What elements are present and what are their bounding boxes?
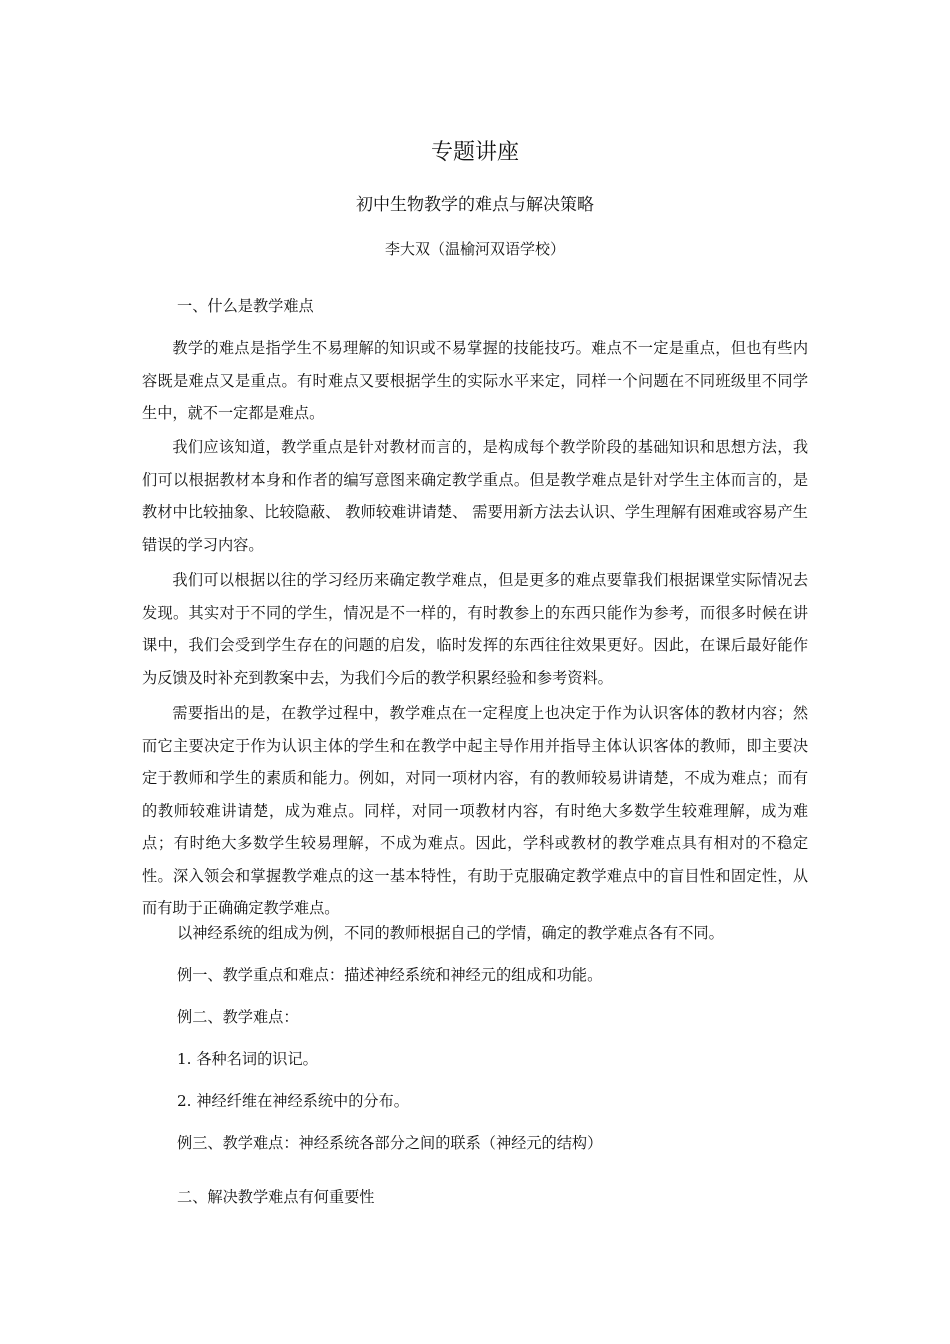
paragraph-4: 需要指出的是，在教学过程中，教学难点在一定程度上也决定于作为认识客体的教材内容；然而它主要决定于作为认识主体的学生和在教学中起主导作用并指导主体认识客体的教师，即主要决定于教师和学生的素质和能力。例如，对同一项材内容，有的教师较易讲请楚，不成为难点；而有的教师较难讲请楚，成为难点。同样，对同一项教材内容，有时绝大多数学生较难理解，成为难点；有时绝大多数学生较易理解，不成为难点。因此，学科或教材的教学难点具有相对的不稳定性。深入领会和掌握教学难点的这一基本特性，有助于克服确定教学难点中的盲目性和固定性，从而有助于正确确定教学难点。: [142, 704, 808, 917]
document-title: 专题讲座: [430, 140, 519, 165]
list-item-1: 1. 各种名词的识记。: [177, 1050, 318, 1068]
example-intro-line: 以神经系统的组成为例，不同的教师根据自己的学情，确定的教学难点各有不同。: [177, 924, 724, 942]
example-2-line: 例二、教学难点：: [177, 1008, 299, 1026]
section-heading-2: 二、解决教学难点有何重要性: [177, 1188, 375, 1206]
example-3-line: 例三、教学难点：神经系统各部分之间的联系（神经元的结构）: [177, 1134, 603, 1152]
paragraph-2: 我们应该知道，教学重点是针对教材而言的，是构成每个教学阶段的基础知识和思想方法，我们可以根据教材本身和作者的编写意图来确定教学重点。但是教学难点是针对学生主体而言的，是教材中比较抽象、比较隐蔽、 教师较难讲请楚、 需要用新方法去认识、学生理解有困难或容易产生错误的学习内容。: [142, 438, 808, 554]
list-item-2: 2. 神经纤维在神经系统中的分布。: [177, 1092, 409, 1110]
document-subtitle: 初中生物教学的难点与解决策略: [356, 195, 594, 215]
paragraph-1: 教学的难点是指学生不易理解的知识或不易掌握的技能技巧。难点不一定是重点，但也有些内容既是难点又是重点。有时难点又要根据学生的实际水平来定，同样一个问题在不同班级里不同学生中，就不一定都是难点。: [142, 339, 808, 422]
paragraph-3: 我们可以根据以往的学习经历来确定教学难点，但是更多的难点要靠我们根据课堂实际情况去发现。其实对于不同的学生，情况是不一样的，有时教参上的东西只能作为参考，而很多时候在讲课中，我们会受到学生存在的问题的启发，临时发挥的东西往往效果更好。因此，在课后最好能作为反馈及时补充到教案中去，为我们今后的教学积累经验和参考资料。: [142, 571, 808, 687]
example-1-line: 例一、教学重点和难点：描述神经系统和神经元的组成和功能。: [177, 966, 603, 984]
document-author: 李大双（温榆河双语学校）: [384, 240, 565, 258]
section-heading-1: 一、什么是教学难点: [177, 297, 314, 315]
